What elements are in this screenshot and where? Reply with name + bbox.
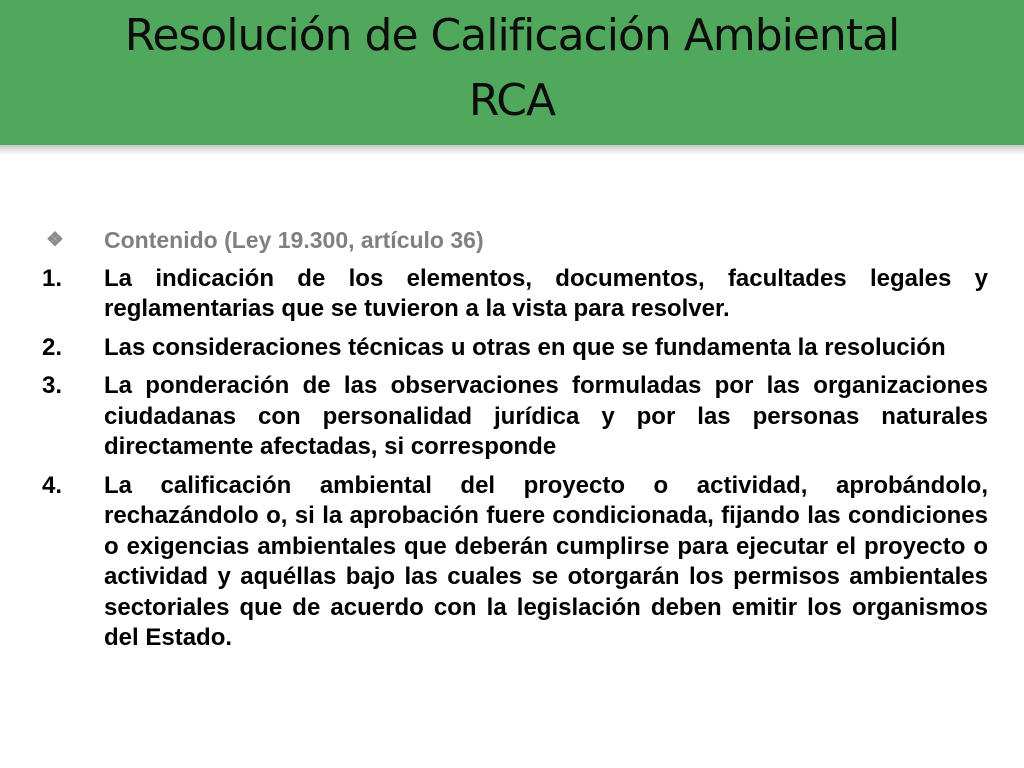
- list-item-text: La ponderación de las observaciones formuladas por las organizaciones ciudadanas con personalidad jurídica y por las personas naturales directamente afectadas, si corresponde: [104, 372, 988, 460]
- list-item: [42, 333, 988, 364]
- list-item-text: La calificación ambiental del proyecto o actividad, aprobándolo, rechazándolo o, si la aprobación fuere condicionada, fijando las condiciones o exigencias ambientales que deberán cumplirse para ejecutar el proyecto o actividad y aquéllas bajo las cuales se otorgarán los permisos ambientales sectoriales que de acuerdo con la legislación deben emitir los organismos del Estado.: [104, 471, 988, 651]
- list-item-text: La indicación de los elementos, documentos, facultades legales y reglamentarias que se tuvieron a la vista para resolver.: [104, 264, 988, 322]
- content-heading-text: Contenido (Ley 19.300, artículo 36): [104, 227, 484, 253]
- slide-content: [42, 225, 988, 662]
- list-item-text: Las consideraciones técnicas u otras en que se fundamenta la resolución: [104, 333, 946, 361]
- list-item-number: 1.: [42, 264, 63, 292]
- list-item: [42, 471, 988, 654]
- slide-subtitle: RCA: [468, 75, 556, 126]
- slide-title: Resolución de Calificación Ambiental: [124, 10, 900, 61]
- four-diamond-bullet-icon: ❖: [46, 229, 64, 251]
- title-bar-shadow: [0, 145, 1024, 155]
- content-heading: [42, 225, 988, 256]
- list-item-number: 2.: [42, 333, 63, 361]
- list-item-number: 4.: [42, 471, 63, 499]
- list-item: [42, 264, 988, 325]
- list-item-number: 3.: [42, 372, 63, 399]
- title-bar: [0, 0, 1024, 145]
- list-item: [42, 371, 988, 463]
